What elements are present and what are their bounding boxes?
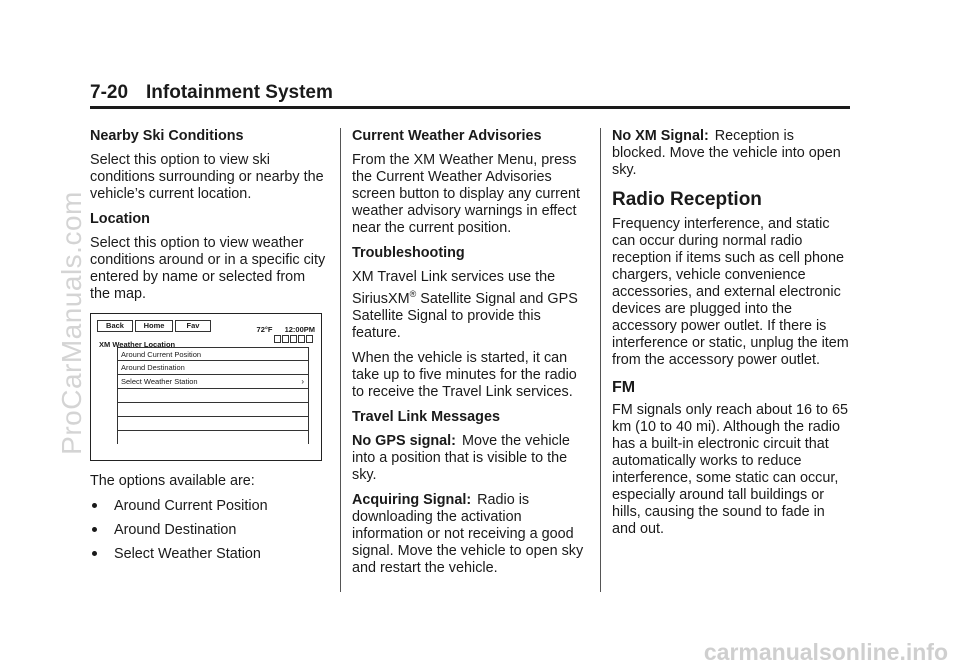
screen-menu-list: [117, 347, 309, 444]
list-item: [118, 375, 308, 389]
paragraph: FM signals only reach about 16 to 65 km (10 to 40 mi). Although the radio has a built-in electronic circuit that automatically works to reduce interference, some static can occur, especially around tall buildings or hills, causing the sound to fade in and out.: [612, 402, 848, 537]
status-icon: [274, 335, 281, 343]
message-item: [352, 492, 590, 577]
message-label: No XM Signal:: [612, 128, 709, 144]
registered-mark: ®: [409, 289, 417, 299]
fav-button: Fav: [175, 320, 211, 332]
paragraph: Select this option to view ski conditions surrounding or nearby the vehicle’s current location.: [90, 152, 324, 202]
list-item: [118, 417, 308, 431]
heading-nearby-ski: Nearby Ski Conditions: [90, 128, 244, 144]
message-text: Move the vehicle into a position that is visible to the sky.: [352, 432, 570, 483]
message-label: Acquiring Signal:: [352, 491, 472, 508]
footer-watermark: carmanualsonline.info: [703, 639, 948, 665]
paragraph: From the XM Weather Menu, press the Current Weather Advisories screen button to display any current weather advisory warnings in effect near the current position.: [352, 152, 580, 236]
column-3: [612, 128, 850, 546]
weather-location-screen-illustration: [90, 313, 322, 461]
section-title: Infotainment System: [146, 82, 333, 103]
options-intro: The options available are:: [90, 473, 255, 489]
screen-topbar: [97, 320, 315, 332]
watermark-text: ProCarManuals.com: [56, 190, 87, 455]
text: Satellite Signal and GPS Satellite Signal to provide this feature.: [352, 290, 578, 341]
message-text: Radio is downloading the activation information or not receiving a good signal. Move the vehicle to open sky and restart the vehicle.: [352, 491, 584, 576]
message-item: [352, 433, 590, 484]
status-icon: [306, 335, 313, 343]
list-item: [118, 403, 308, 417]
paragraph: Select this option to view weather conditions around or in a specific city entered by name or selected from the map.: [90, 235, 326, 302]
message-label: No GPS signal:: [352, 432, 456, 449]
chevron-right-icon: ›: [301, 377, 304, 386]
list-item: Around Destination: [118, 361, 308, 375]
status-icon: [290, 335, 297, 343]
heading-radio-reception: Radio Reception: [612, 189, 762, 210]
column-2: [352, 128, 590, 585]
column-divider: [600, 128, 601, 592]
message-text: Reception is blocked. Move the vehicle into open sky.: [612, 128, 841, 178]
list-item: Around Current Position: [90, 498, 328, 515]
text: XM Travel Link services use the SiriusXM: [352, 269, 556, 307]
watermark: [52, 0, 92, 672]
page-number: 7-20: [90, 82, 129, 103]
status-icon: [298, 335, 305, 343]
page-header: [90, 82, 850, 109]
heading-advisories: Current Weather Advisories: [352, 128, 542, 144]
list-item-label: Select Weather Station: [121, 377, 198, 386]
list-item: [118, 389, 308, 403]
status-icon: [282, 335, 289, 343]
heading-troubleshooting: Troubleshooting: [352, 245, 465, 261]
message-item: [612, 128, 850, 179]
list-item: Select Weather Station: [90, 546, 328, 563]
column-1: [90, 128, 328, 570]
screen-title: XM Weather Location: [99, 340, 176, 349]
temperature: 72°F: [256, 325, 273, 334]
heading-travel-link-messages: Travel Link Messages: [352, 408, 500, 425]
options-list: [90, 498, 328, 563]
heading-location: Location: [90, 211, 150, 227]
home-button: Home: [135, 320, 173, 332]
paragraph: When the vehicle is started, it can take up to five minutes for the radio to receive the Travel Link services.: [352, 349, 577, 400]
clock-time: 12:00PM: [284, 325, 315, 334]
column-divider: [340, 128, 341, 592]
heading-fm: FM: [612, 379, 636, 396]
back-button: Back: [97, 320, 133, 332]
paragraph: Frequency interference, and static can occur during normal radio reception if items such as cell phone chargers, vehicle convenience accessories, and external electronic devices are plugged into the accessory power outlet. If there is interference or static, unplug the item from the accessory power outlet.: [612, 216, 849, 368]
list-item: Around Current Position: [118, 347, 308, 361]
list-item: Around Destination: [90, 522, 328, 539]
paragraph: [352, 269, 590, 342]
